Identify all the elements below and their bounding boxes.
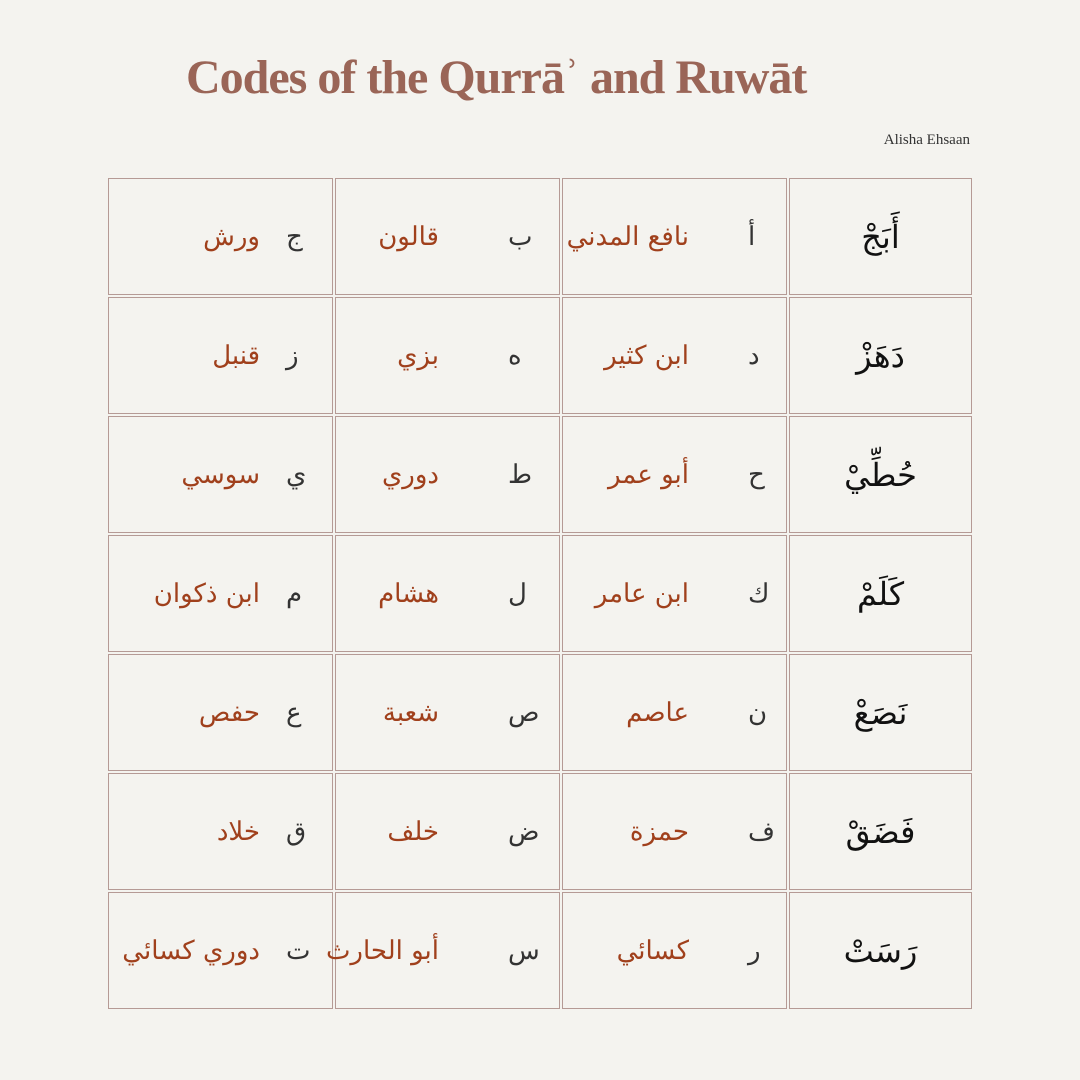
table-cell [562,416,787,533]
table-cell [335,297,560,414]
qari-name: حمزة [629,816,689,847]
qari-name: أبو عمر [607,459,689,490]
table-cell [562,297,787,414]
code-word-cell [789,892,972,1009]
table-cell [108,892,333,1009]
code-word: حُطِّيْ [844,455,917,494]
narrator-name: شعبة [382,697,439,728]
narrator-name: أبو الحارث [325,935,439,966]
table-cell [335,535,560,652]
qari-name: عاصم [626,697,689,728]
narrator-name: دوري كسائي [122,935,260,966]
narrator-name: حفص [198,697,260,728]
qari-name: كسائي [616,935,689,966]
code-letter: ف [748,816,775,847]
code-letter: ر [748,935,761,966]
qari-name: ابن عامر [594,578,689,609]
code-letter: ن [748,697,768,728]
code-word: أَبَجْ [861,217,900,256]
code-letter: ع [286,697,302,728]
code-word-cell [789,773,972,890]
table-cell [562,535,787,652]
table-cell [108,178,333,295]
narrator-name: بزي [397,340,439,371]
table-cell [335,773,560,890]
code-word: رَسَتْ [843,931,918,970]
table-cell [335,416,560,533]
code-word: كَلَمْ [856,574,905,613]
narrator-name: قالون [378,221,439,252]
qari-name: ابن كثير [604,340,689,371]
table-cell [108,654,333,771]
table-cell [335,178,560,295]
code-letter: ي [286,459,307,490]
author-name: Alisha Ehsaan [883,132,970,148]
table-cell [325,892,560,1009]
code-letter: ج [286,221,303,252]
qari-name: نافع المدني [566,221,689,252]
table-cell [562,178,787,295]
code-letter: ق [286,816,307,847]
code-word: دَهَزْ [856,336,905,375]
narrator-name: قنبل [212,340,260,371]
table-cell [108,297,333,414]
narrator-name: ابن ذكوان [153,578,260,609]
table-cell [335,654,560,771]
narrator-name: ورش [203,221,260,252]
code-letter: م [286,578,303,609]
code-letter: أ [748,221,756,252]
table-cell [108,773,333,890]
table-cell [562,773,787,890]
code-letter: ه [508,340,522,371]
narrator-name: خلاد [216,816,260,847]
code-word-cell [789,535,972,652]
code-letter: ز [286,340,299,371]
narrator-name: دوري [381,459,439,490]
table-cell [562,892,787,1009]
narrator-name: سوسي [181,459,260,490]
narrator-name: خلف [387,816,439,847]
page-title: Codes of the Qurrāʾ and Ruwāt [186,51,807,104]
code-letter: ك [748,578,770,609]
code-word: فَضَقْ [845,812,916,851]
code-word-cell [789,297,972,414]
code-letter: ب [508,221,533,252]
narrator-name: هشام [378,578,439,609]
code-word-cell [789,416,972,533]
code-word-cell [789,178,972,295]
code-letter: ص [508,697,540,728]
code-letter: د [748,340,760,371]
table-cell [562,654,787,771]
codes-table [108,178,972,1009]
code-letter: ط [508,459,533,490]
code-letter: ض [508,816,540,847]
code-letter: ل [508,578,527,609]
table-cell [108,416,333,533]
code-word: نَصَعْ [853,693,908,732]
code-letter: ح [748,459,765,490]
code-letter: س [508,935,540,966]
table-cell [108,535,333,652]
code-letter: ت [286,935,311,966]
code-word-cell [789,654,972,771]
